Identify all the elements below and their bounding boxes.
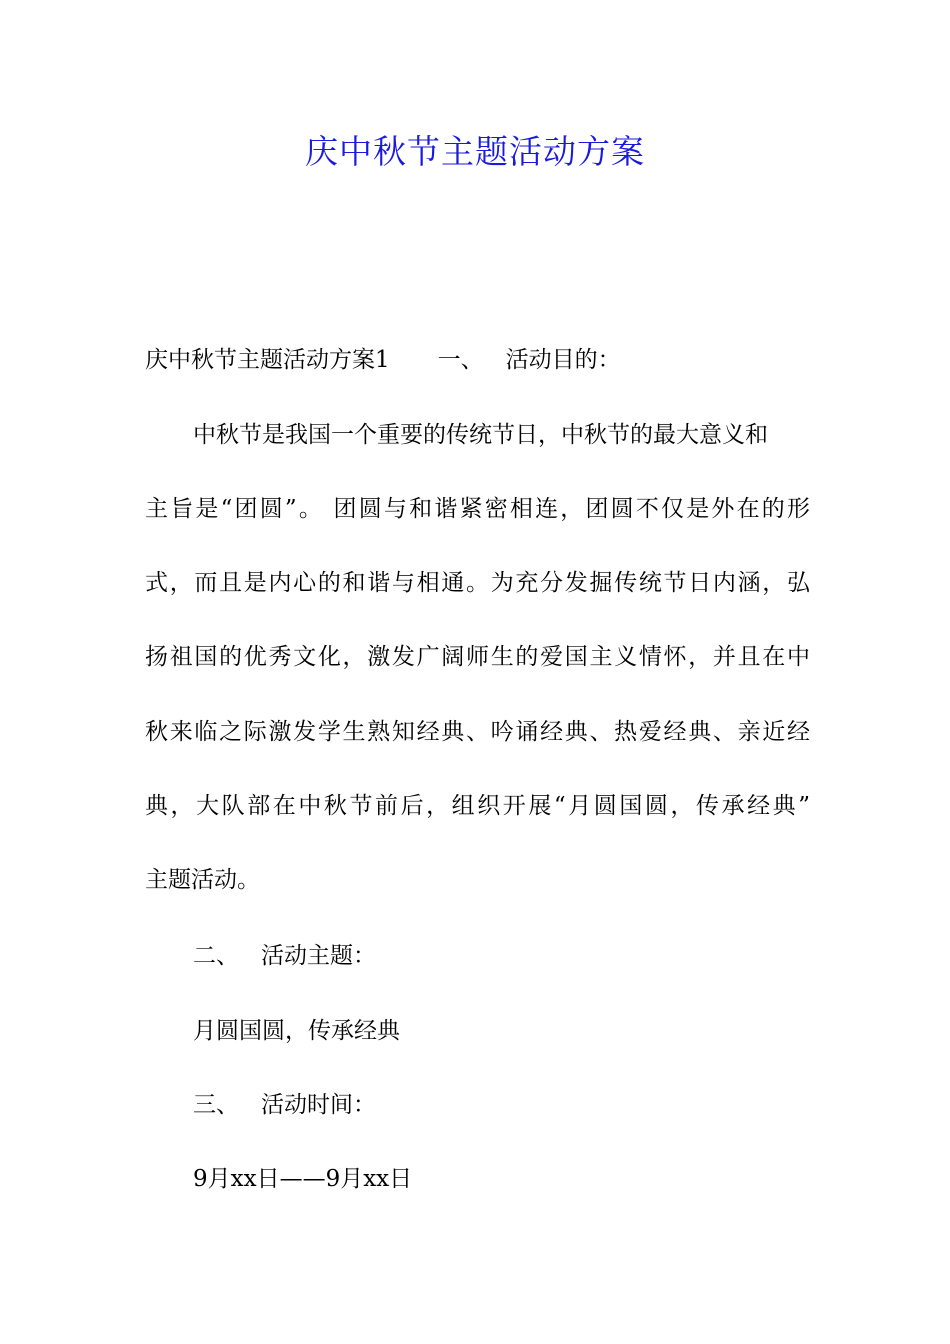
section-one-number: 一、 (437, 347, 484, 373)
purpose-line-3: 式，而且是内心的和谐与相通。为充分发掘传统节日内涵，弘 (145, 570, 810, 596)
time-text: 9月xx日——9月xx日 (193, 1166, 413, 1192)
theme-text: 月圆国圆，传承经典 (193, 1018, 400, 1044)
section-three-number: 三、 (193, 1092, 239, 1118)
purpose-line-6: 典，大队部在中秋节前后，组织开展“月圆国圆，传承经典” (145, 793, 810, 819)
section-three-heading (193, 1089, 858, 1121)
purpose-line-1: 中秋节是我国一个重要的传统节日，中秋节的最大意义和 (193, 422, 768, 448)
plan-heading-line (145, 344, 810, 376)
document-title: 庆中秋节主题活动方案 (305, 132, 645, 171)
section-two-heading (193, 940, 858, 972)
section-two-number: 二、 (193, 943, 239, 969)
section-three-label: 活动时间： (261, 1092, 376, 1118)
section-one-label: 活动目的： (505, 347, 621, 373)
section-two-label: 活动主题： (261, 943, 376, 969)
purpose-line-5: 秋来临之际激发学生熟知经典、吟诵经典、热爱经典、亲近经 (145, 719, 810, 745)
purpose-line-2: 主旨是“团圆”。 团圆与和谐紧密相连，团圆不仅是外在的形 (145, 496, 810, 522)
purpose-line-7: 主题活动。 (145, 867, 260, 893)
purpose-line-4: 扬祖国的优秀文化，激发广阔师生的爱国主义情怀，并且在中 (145, 644, 810, 670)
plan-name: 庆中秋节主题活动方案1 (145, 347, 390, 373)
